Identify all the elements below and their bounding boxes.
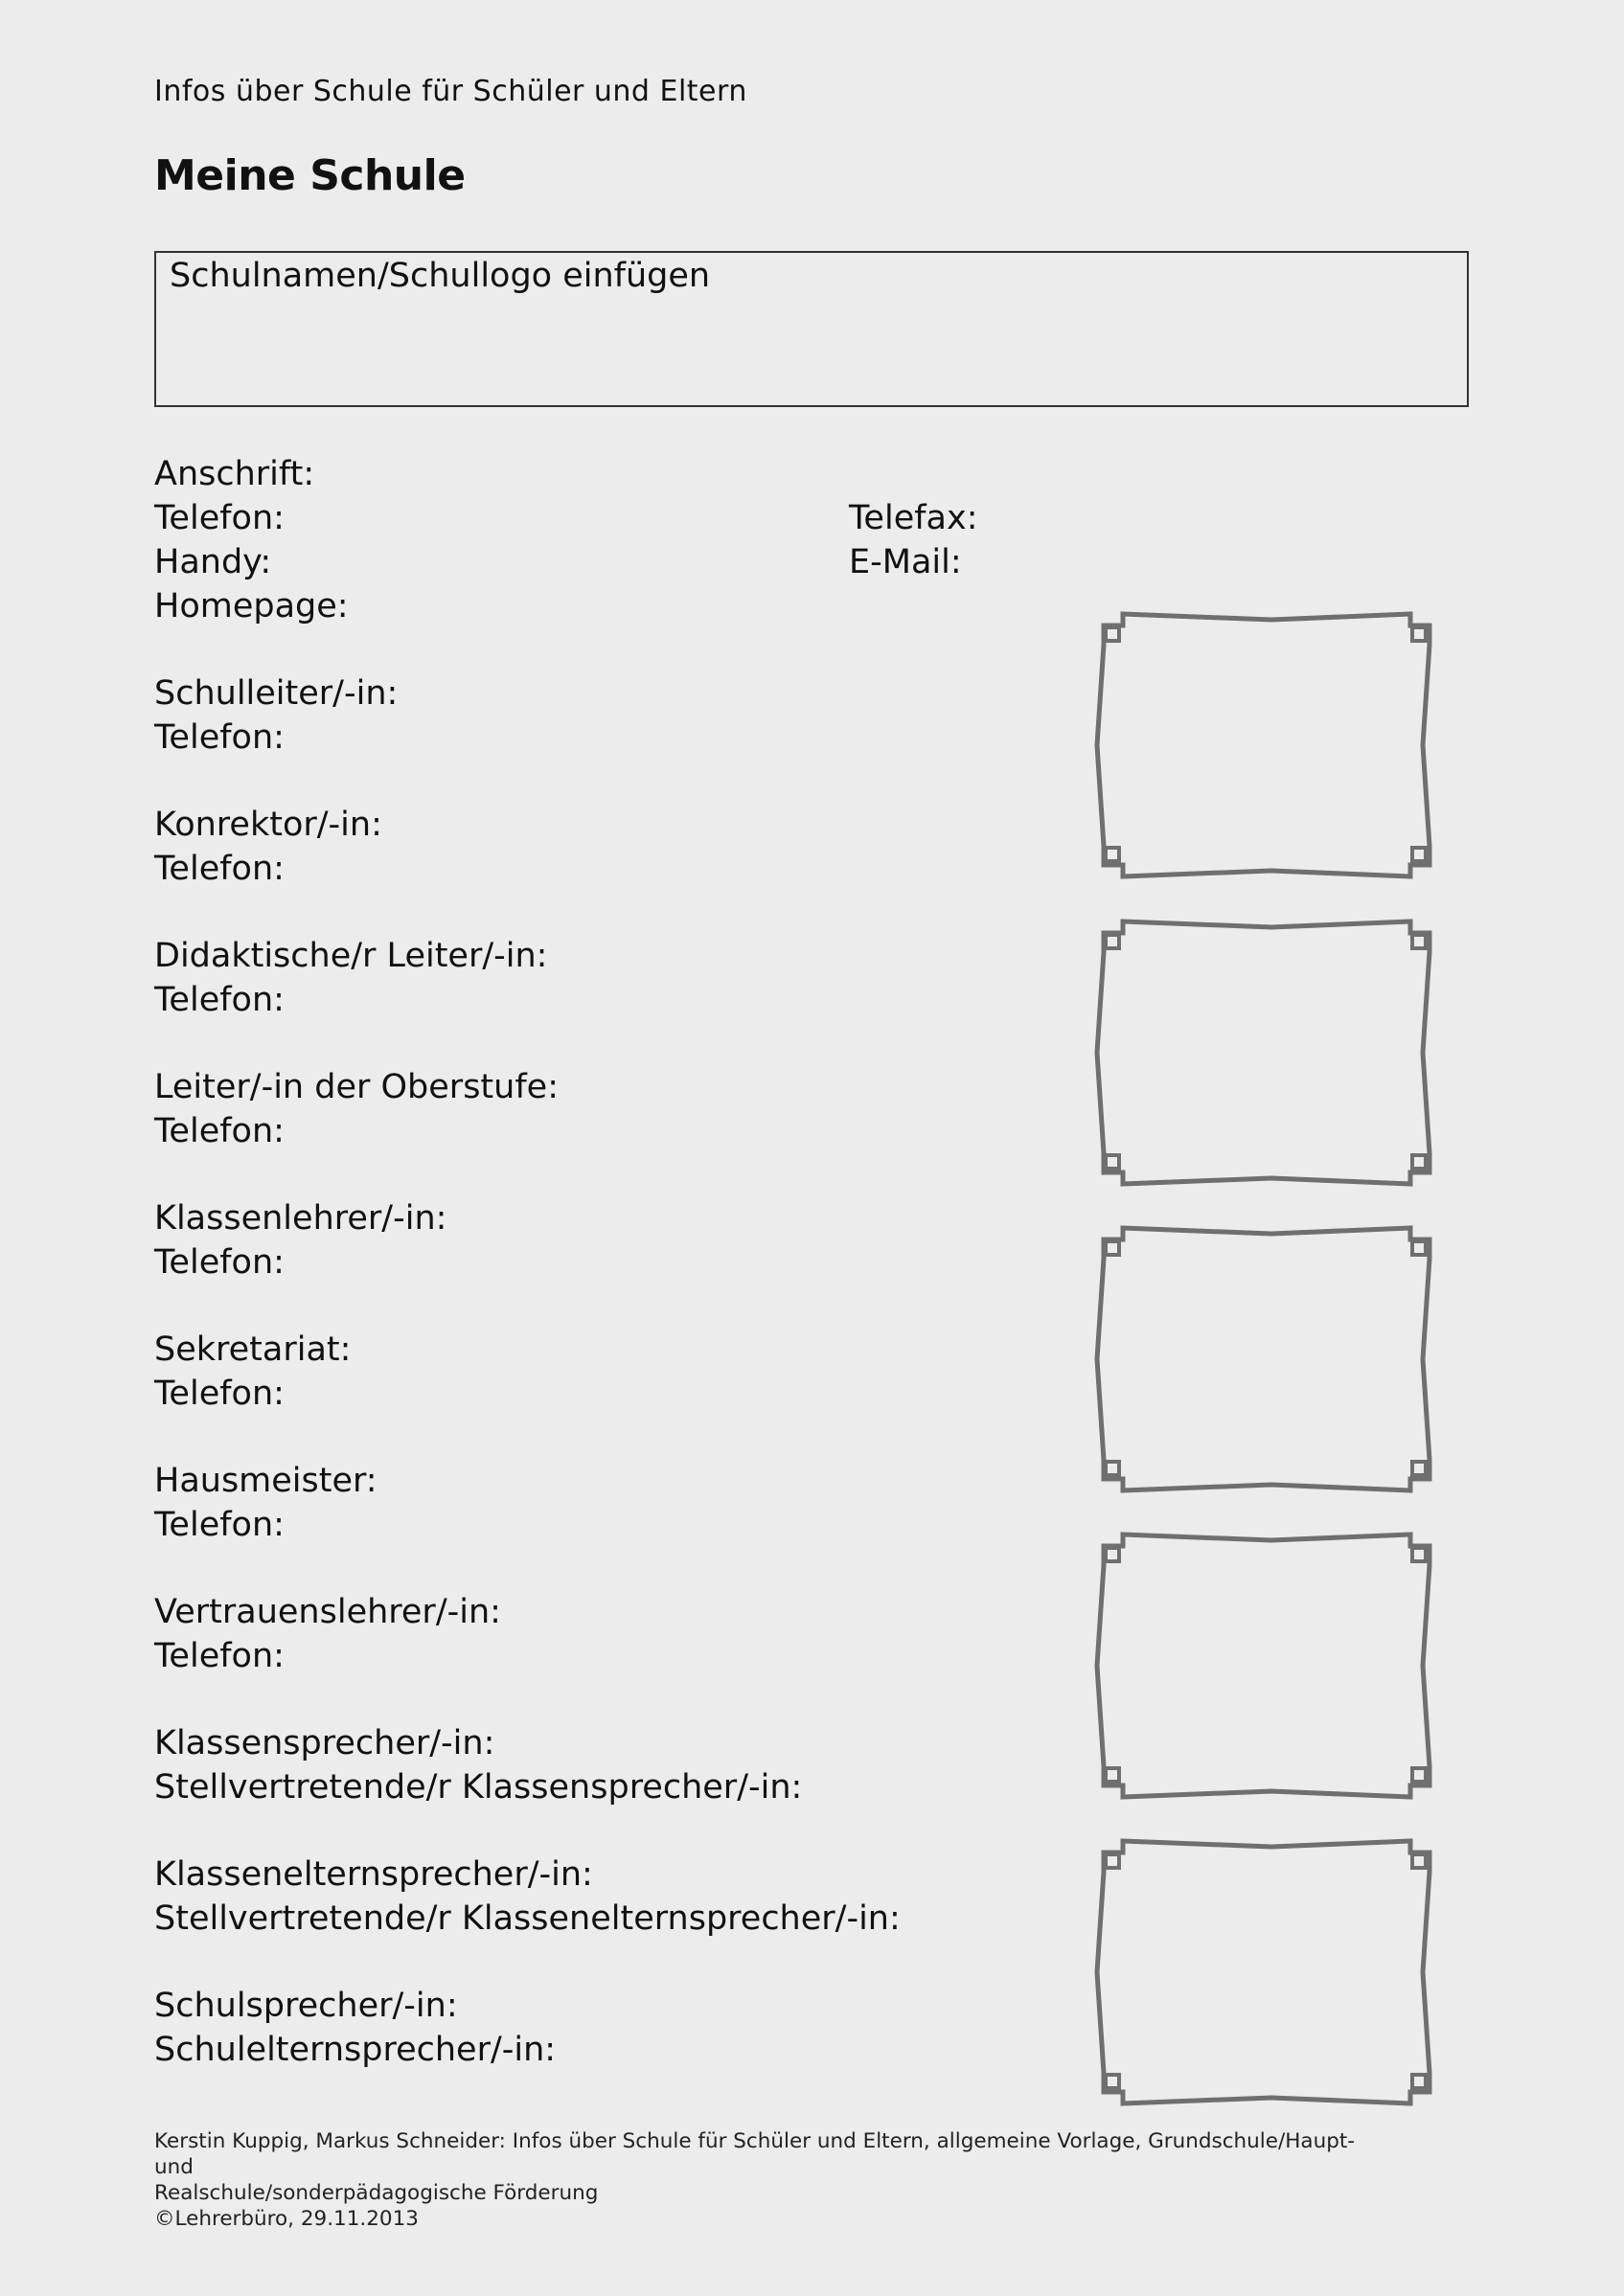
frame-corner-ornament [1106, 1241, 1119, 1255]
fax-label: Telefax: [849, 499, 978, 537]
frame-corner-ornament [1412, 627, 1426, 641]
footer-line: Realschule/sonderpädagogische Förderung [154, 2181, 599, 2205]
role-label: Schulleiter/-in: [154, 674, 399, 713]
frame-corner-ornament [1412, 935, 1426, 948]
frame-corner-ornament [1412, 1462, 1426, 1475]
role-sub-label: Stellvertretende/r Klassensprecher/-in: [154, 1768, 803, 1807]
frame-corner-ornament [1106, 2075, 1119, 2088]
page-title: Meine Schule [154, 151, 466, 200]
document-footer [154, 2128, 1400, 2232]
homepage-label: Homepage: [154, 587, 349, 625]
frame-corner-ornament [1412, 1768, 1426, 1782]
address-label: Anschrift: [154, 455, 315, 493]
role-label: Didaktische/r Leiter/-in: [154, 937, 548, 975]
frame-corner-ornament [1412, 848, 1426, 861]
frame-corner-ornament [1106, 1548, 1119, 1561]
frame-border [1097, 614, 1430, 876]
photo-frame[interactable] [1092, 1833, 1452, 2111]
role-sub-label: Telefon: [154, 850, 285, 888]
frame-border [1097, 921, 1430, 1184]
role-sub-label: Telefon: [154, 1506, 285, 1544]
frame-corner-ornament [1412, 1854, 1426, 1868]
frame-corner-ornament [1412, 1241, 1426, 1255]
photo-frame[interactable] [1092, 1220, 1452, 1498]
role-sub-label: Telefon: [154, 718, 285, 757]
role-label: Schulsprecher/-in: [154, 1987, 458, 2025]
role-sub-label: Stellvertretende/r Klassenelternsprecher/-in: [154, 1899, 901, 1938]
role-sub-label: Telefon: [154, 1637, 285, 1675]
role-label: Klassenlehrer/-in: [154, 1199, 447, 1238]
role-label: Klassensprecher/-in: [154, 1724, 495, 1762]
footer-line: Kerstin Kuppig, Markus Schneider: Infos über Schule für Schüler und Eltern, allgemeine Vorlage, Grundschule/Haupt- und [154, 2129, 1356, 2179]
role-label: Vertrauenslehrer/-in: [154, 1593, 501, 1631]
role-sub-label: Telefon: [154, 1375, 285, 1413]
frame-corner-ornament [1106, 1768, 1119, 1782]
frame-border [1097, 1841, 1430, 2103]
photo-frame[interactable] [1092, 606, 1452, 884]
frame-border [1097, 1228, 1430, 1490]
frame-corner-ornament [1106, 627, 1119, 641]
email-label: E-Mail: [849, 543, 962, 581]
mobile-label: Handy: [154, 543, 272, 581]
frame-corner-ornament [1106, 1854, 1119, 1868]
role-sub-label: Telefon: [154, 1112, 285, 1150]
photo-frame[interactable] [1092, 1527, 1452, 1805]
photo-frame[interactable] [1092, 914, 1452, 1192]
role-label: Klassenelternsprecher/-in: [154, 1855, 593, 1894]
footer-line: ©Lehrerbüro, 29.11.2013 [154, 2207, 419, 2231]
role-sub-label: Schulelternsprecher/-in: [154, 2031, 557, 2069]
frame-corner-ornament [1106, 935, 1119, 948]
role-label: Leiter/-in der Oberstufe: [154, 1068, 559, 1106]
frame-corner-ornament [1412, 1548, 1426, 1561]
logo-placeholder-text: Schulnamen/Schullogo einfügen [170, 257, 711, 295]
phone-label: Telefon: [154, 499, 285, 537]
document-kicker: Infos über Schule für Schüler und Eltern [154, 75, 747, 108]
frame-corner-ornament [1106, 1155, 1119, 1169]
role-label: Hausmeister: [154, 1462, 377, 1500]
frame-corner-ornament [1412, 2075, 1426, 2088]
frame-corner-ornament [1106, 1462, 1119, 1475]
frame-corner-ornament [1106, 848, 1119, 861]
frame-border [1097, 1534, 1430, 1797]
frame-corner-ornament [1412, 1155, 1426, 1169]
role-label: Konrektor/-in: [154, 806, 382, 844]
school-logo-box[interactable] [154, 251, 1469, 407]
role-sub-label: Telefon: [154, 981, 285, 1019]
role-label: Sekretariat: [154, 1330, 352, 1369]
role-sub-label: Telefon: [154, 1243, 285, 1282]
